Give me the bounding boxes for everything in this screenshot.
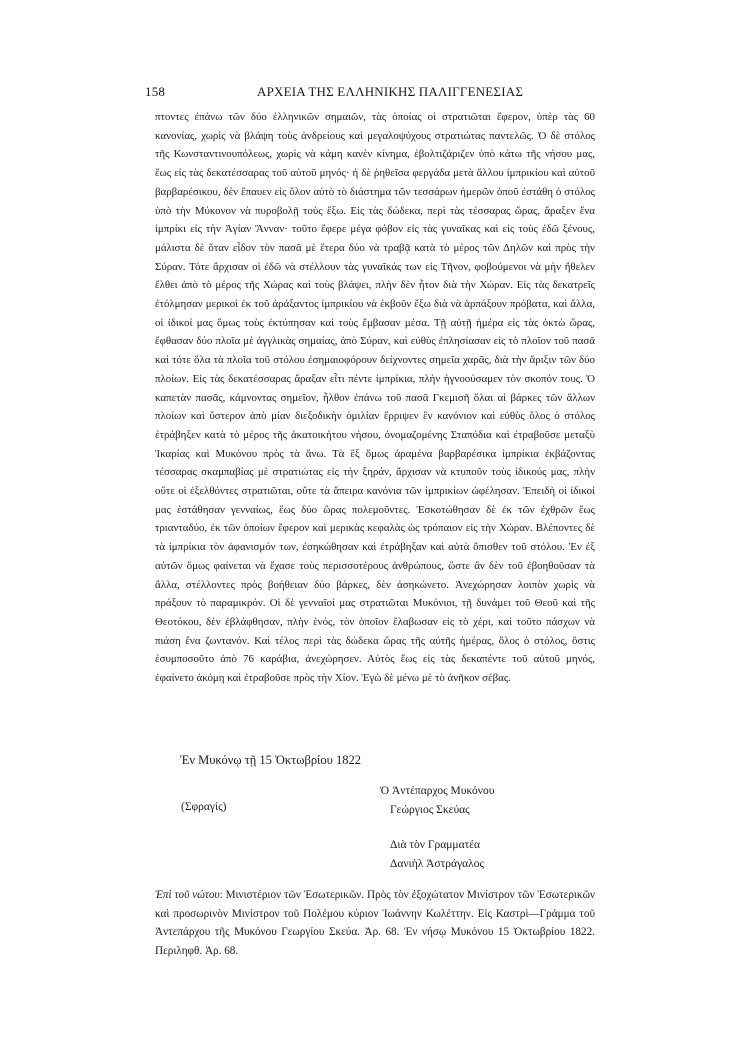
verso-label: Ἐπὶ τοῦ νώτου [155, 889, 220, 901]
dateline: Ἐν Μυκόνῳ τῇ 15 Ὀκτωβρίου 1822 [180, 753, 361, 767]
verso-note [155, 886, 595, 961]
page-number: 158 [145, 84, 166, 99]
secretary-name: Δανιὴλ Ἀστράγαλος [390, 857, 485, 870]
verso-text: : Μινιστέριον τῶν Ἐσωτερικῶν. Πρὸς τὸν ἐξοχώτατον Μινίστρον τῶν Ἐσωτερικῶν καὶ προσωρινὸν Μινίστρον τοῦ Πολέμου κύριον Ἰωάννην Κωλέττην. Εἰς Καστρὶ—Γράμμα τοῦ Ἀντεπάρχου τῆς Μυκόνου Γεωργίου Σκεύα. Ἀρ. 68. Ἐν νήσῳ Μυκόνου 15 Ὀκτωβρίου 1822. Περιληφθ. Ἀρ. 68. [155, 889, 595, 958]
signatory-name: Γεώργιος Σκεύας [390, 803, 470, 816]
seal-label: (Σφραγίς) [181, 801, 227, 813]
signature-block [380, 782, 494, 873]
letter-body [155, 108, 595, 688]
body-paragraph: πτοντες ἐπάνω τῶν δύο ἑλληνικῶν σημαιῶν, τὰς ὁποίας οἱ στρατιῶται ἔφερον, ὑπὲρ τὰς 60 κανονίας, χωρὶς νὰ βλάψη τοὺς ἀνδρείους καὶ μεγαλοψύχους στρατιώτας παντελῶς. Ὁ δὲ στόλος τῆς Κωνσταντινουπόλεως, χωρὶς νὰ κάμη κανὲν κίνημα, ἐβολτιζάριζεν ὑπὸ κάτω τῆς νήσου μας, ἕως εἰς τὰς δεκατέσσαρας τοῦ αὐτοῦ μηνός· ἡ δὲ ῥηθεῖσα φεργάδα μετὰ ἄλλου ἰμπρικίου καὶ αὐτοῦ βαρβαρέσικου, δὲν ἔπαυεν εἰς ὅλον αὐτὸ τὸ διάστημα τῶν τεσσάρων ἡμερῶν ὁποῦ ἐστάθη ὁ στόλος ὑπὸ τὴν Μύκονον νὰ πυροβολῇ τοὺς ἔξω. Εἰς τὰς δώδεκα, περὶ τὰς τέσσαρας ὥρας, ἄραξεν ἕνα ἰμπρίκι εἰς τὴν Ἁγίαν Ἄνναν· τοῦτο ἔφερε μέγα φόβον εἰς τὰς γυναῖκας καὶ εἰς τοὺς ἐδῶ ξένους, μάλιστα δὲ ὅταν εἶδον τὸν πασᾶ μὲ ἕτερα δύο νὰ τραβᾷ κατὰ τὸ μέρος τῶν Δηλῶν καὶ πρὸς τὴν Σύραν. Τότε ἄρχισαν οἱ ἐδῶ νὰ στέλλουν τὰς γυναῖκάς των εἰς Τῆνον, φοβούμενοι νὰ μὴν ἤθελεν ἔλθει ἀπὸ τὸ μέρος τῆς Χώρας καὶ τοὺς βλάψει, πλὴν δὲν ἦτον διὰ τὴν Χώραν. Εἰς τὰς δεκατρεῖς ἐτόλμησαν μερικοὶ ἐκ τοῦ ἀράξαντος ἰμπρικίου νὰ ἐκβοῦν ἔξω διὰ νὰ ἁρπάξουν πρόβατα, καὶ ἄλλα, οἱ ἰδικοί μας ὅμως τοὺς ἐκτύπησαν καὶ τοὺς ἔμβασαν μέσα. Τῇ αὐτῇ ἡμέρα εἰς τὰς ὀκτὼ ὥρας, ἔφθασαν δύο πλοῖα μὲ ἀγγλικὰς σημαίας, ἀπὸ Σύραν, καὶ εὐθὺς ἐπλησίασαν εἰς τὸ πλοῖον τοῦ πασᾶ καὶ τότε ὅλα τὰ πλοῖα τοῦ στόλου ἐσημαιοφόρουν δείχνοντες σημεῖα χαρᾶς, διὰ τὴν ἄριξιν τῶν δύο πλοίων. Εἰς τὰς δεκατέσσαρας ἄραξαν εἶτι πέντε ἰμπρίκια, πλὴν ἠγνοούσαμεν τὸν σκοπόν τους. Ὁ καπετὰν πασᾶς, κάμνοντας σημεῖον, ἦλθον ἐπάνω τοῦ πασᾶ Γκεμισῆ ὅλαι αἱ βάρκες τῶν ἄλλων πλοίων καὶ ὕστερον ἀπὸ μίαν διεξοδικὴν ὁμιλίαν ἔρριψεν ἓν κανόνιον καὶ εὐθὺς ὅλος ὁ στόλος ἐτράβηξεν κατὰ τὸ μέρος τῆς ἀκατοικήτου νήσου, ὀνομαζομένης Σταπόδια καὶ ἐτραβοῦσε μεταξὺ Ἰκαρίας καὶ Μυκόνου πρὸς τὰ ἄνω. Τὰ ἓξ ὅμως ἀραμένα βαρβαρέσικα ἰμπρίκια ἐκβάζοντας τέσσαρας σκαμπαβίας μὲ στρατιώτας εἰς τὴν ξηράν, ἄρχισαν νὰ κτυποῦν τοὺς ἰδικούς μας, πλὴν οὔτε οἱ ἐξελθόντες στρατιῶται, οὔτε τὰ ἄπειρα κανόνια τῶν ἰμπρικίων ὠφέλησαν. Ἐπειδὴ οἱ ἰδικοί μας ἐστάθησαν γενναίως, ἕως δύο ὥρας πολεμοῦντες. Ἐσκοτώθησαν δὲ ἐκ τῶν ἐχθρῶν ἕως τριανταδύο, ἐκ τῶν ὁποίων ἔφερον καὶ μερικὰς κεφαλὰς ὡς τρόπαιον εἰς τὴν Χώραν. Βλέποντες δὲ τὰ ἰμπρίκια τὸν ἀφανισμόν των, ἐσηκώθησαν καὶ ἐτράβηξαν καὶ αὐτὰ ὄπισθεν τοῦ στόλου. Ἐν ἐξ αὐτῶν ὅμως φαίνεται νὰ ἔχασε τοὺς περισσοτέρους ἀνθρώπους, ὥστε ἂν δὲν τοῦ ἐβοηθοῦσαν τὰ ἄλλα, στέλλοντες πρὸς βοήθειαν δύο βάρκες, δὲν ἀσηκώνετο. Ἀνεχώρησαν λοιπὸν χωρὶς νὰ πράξουν τὸ παραμικρόν. Οἱ δὲ γενναῖοί μας στρατιῶται Μυκόνιοι, τῇ δυνάμει τοῦ Θεοῦ καὶ τῆς Θεοτόκου, δὲν ἐβλάφθησαν, πλὴν ἑνός, τὸν ὁποῖον ἔλαβωσαν εἰς τὸ χέρι, καὶ τοῦτο πάσχων νὰ πιάση ἕνα ζωντανόν. Καὶ τέλος περὶ τὰς δώδεκα ὥρας τῆς αὐτῆς ἡμέρας, ὅλος ὁ στόλος, ὅστις ἐσυμποσοῦτο ἀπὸ 76 καράβια, ἀνεχώρησεν. Αὐτὸς ἕως εἰς τὰς δεκαπέντε τοῦ αὐτοῦ μηνός, ἐφαίνετο ἀκόμη καὶ ἐτραβοῦσε πρὸς τὴν Χίον. Ἐγὼ δὲ μένω μὲ τὸ ἀνῆκον σέβας. [155, 111, 595, 685]
signatory-title: Ὁ Ἀντέπαρχος Μυκόνου [380, 785, 495, 797]
running-title: ΑΡΧΕΙΑ ΤΗΣ ΕΛΛΗΝΙΚΗΣ ΠΑΛΙΓΓΕΝΕΣΙΑΣ [257, 84, 524, 99]
page-header [145, 84, 603, 102]
secretary-prefix: Διὰ τὸν Γραμματέα [390, 839, 481, 851]
